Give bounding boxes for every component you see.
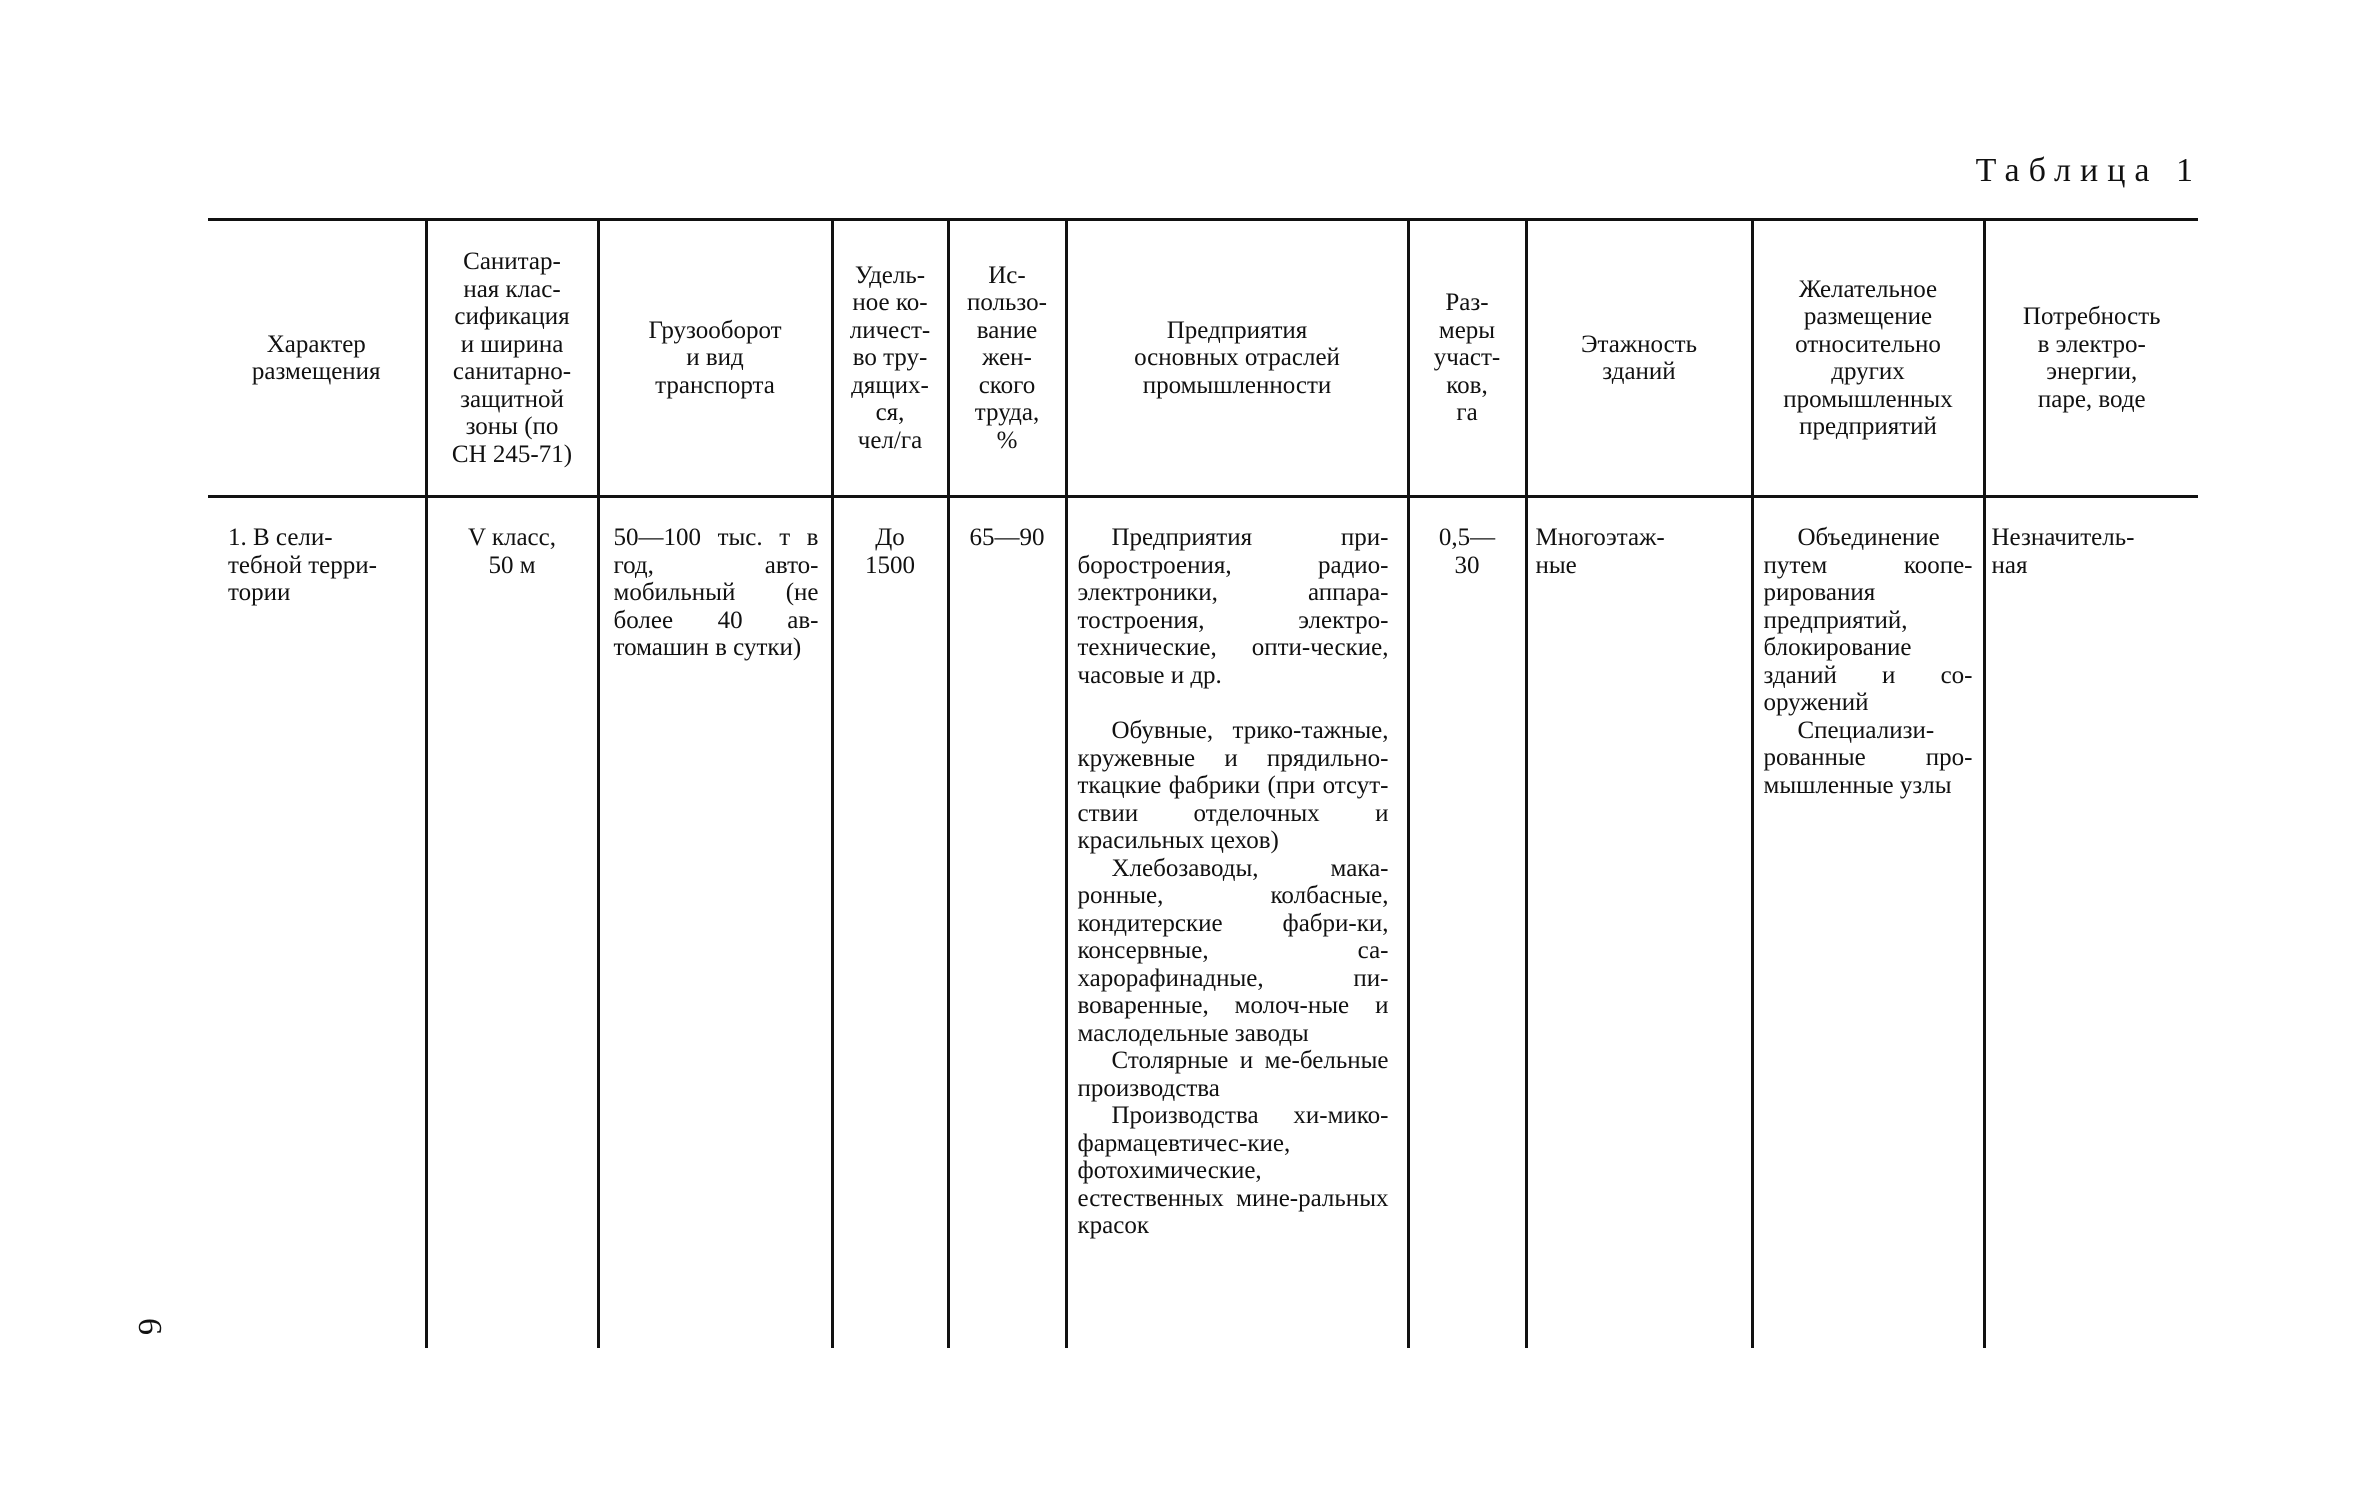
header-energy: Потребность в электро- энергии, паре, воде (1984, 220, 2198, 497)
location-paragraph: Объединение путем коопе-рирования предприятий, блокирование зданий и со-оружений (1763, 524, 1973, 716)
header-placement: Характер размещения (208, 220, 426, 497)
header-floors: Этажность зданий (1526, 220, 1752, 497)
table-caption: Таблица 1 (1975, 152, 2202, 189)
cell-floors: Многоэтаж- ные (1526, 497, 1752, 1349)
header-freight: Грузооборот и вид транспорта (598, 220, 832, 497)
page-number: 6 (131, 1318, 168, 1335)
location-paragraph: Специализи-рованные про-мышленные узлы (1763, 716, 1973, 799)
enterprise-paragraph: Предприятия при-боростроения, радио-электроники, аппара-тостроения, электро-технические, опти-ческие, часовые и др. (1077, 524, 1389, 689)
cell-female-labor: 65—90 (948, 497, 1066, 1349)
cell-energy: Незначитель- ная (1984, 497, 2198, 1349)
header-row (208, 220, 2198, 497)
header-sanitary-class: Санитар- ная клас- сификация и ширина санитарно- защитной зоны (по СН 245-71) (426, 220, 598, 497)
cell-sanitary-class: V класс, 50 м (426, 497, 598, 1349)
enterprise-paragraph: Обувные, трико-тажные, кружевные и прядильно-ткацкие фабрики (при отсут-ствии отделочных и красильных цехов) (1077, 717, 1389, 854)
cell-plot-size: 0,5— 30 (1408, 497, 1526, 1349)
enterprise-paragraph: Хлебозаводы, мака-ронные, колбасные, кондитерские фабри-ки, консервные, са-харорафинадные, пи-воваренные, молоч-ные и маслодельные заводы (1077, 854, 1389, 1047)
cell-location (1752, 497, 1984, 1349)
cell-freight: 50—100 тыс. т в год, авто-мобильный (не более 40 ав-томашин в сутки) (598, 497, 832, 1349)
cell-placement: 1. В сели- тебной терри- тории (228, 524, 377, 606)
header-female-labor: Ис- пользо- вание жен- ского труда, % (948, 220, 1066, 497)
cell-workers: До 1500 (832, 497, 948, 1349)
header-plot-size: Раз- меры участ- ков, га (1408, 220, 1526, 497)
cell-enterprises (1066, 497, 1408, 1349)
header-enterprises: Предприятия основных отраслей промышленности (1066, 220, 1408, 497)
header-workers: Удель- ное ко- личест- во тру- дящих- ся, чел/га (832, 220, 948, 497)
table-row (208, 497, 2198, 1349)
header-location: Желательное размещение относительно других промышленных предприятий (1752, 220, 1984, 497)
industrial-placement-table (208, 218, 2198, 1348)
enterprise-paragraph: Столярные и ме-бельные производства (1077, 1047, 1389, 1102)
enterprise-paragraph: Производства хи-мико-фармацевтичес-кие, фотохимические, естественных мине-ральных красок (1077, 1102, 1389, 1239)
